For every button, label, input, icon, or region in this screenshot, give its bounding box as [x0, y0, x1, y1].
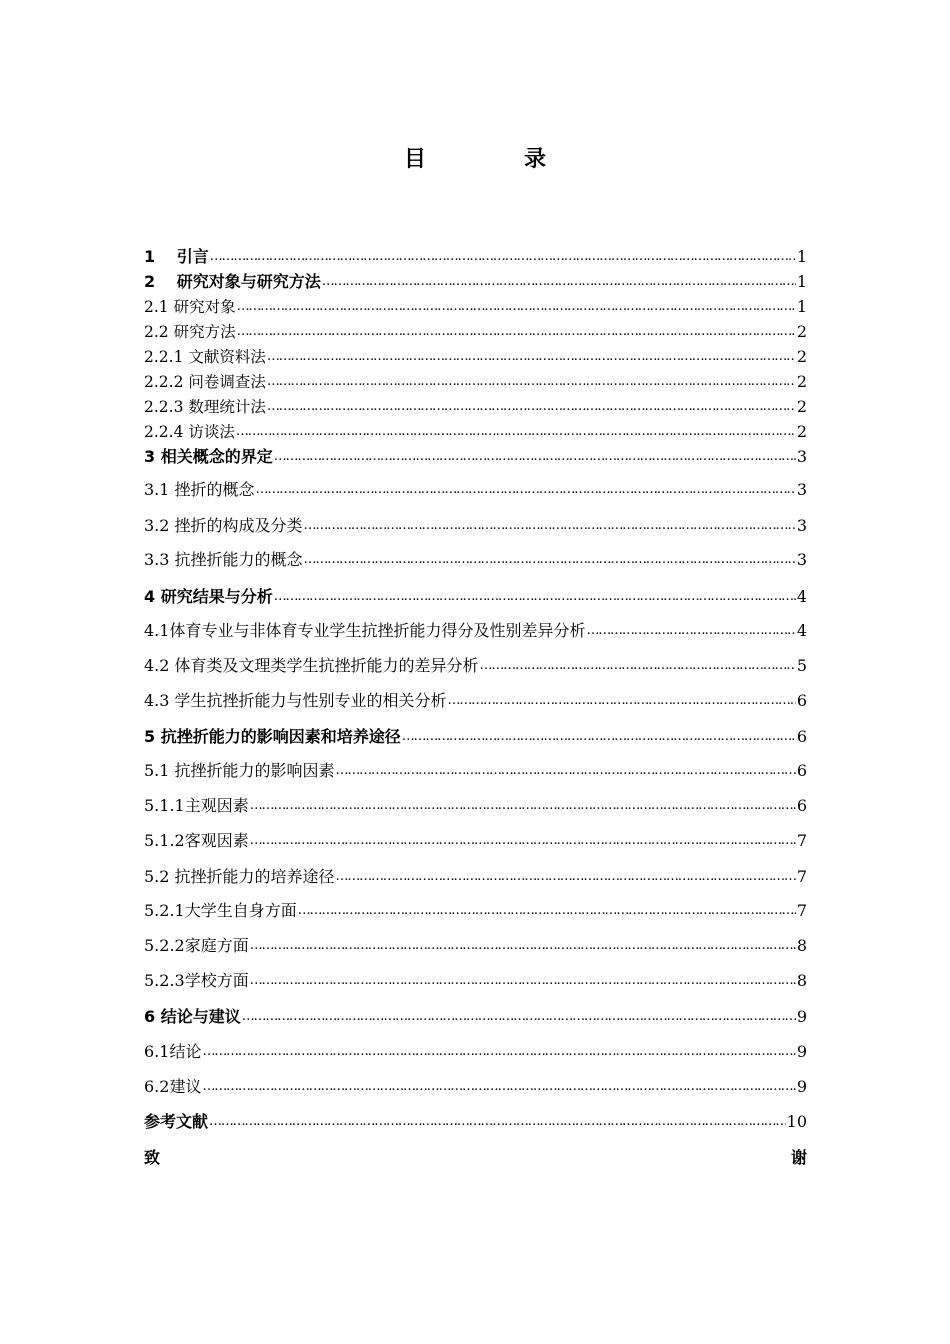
- toc-dot-leader: [256, 479, 796, 501]
- toc-entry-page: 3: [796, 550, 807, 569]
- toc-dot-leader: [250, 970, 796, 992]
- toc-entry: [144, 1111, 807, 1133]
- page-title: 目 录: [403, 147, 584, 172]
- toc-dot-leader: [304, 515, 796, 537]
- toc-entry: [144, 371, 807, 393]
- toc-entry-label: 6.2建议: [144, 1077, 202, 1096]
- toc-entry: [144, 795, 807, 817]
- toc-entry-page: 4: [796, 587, 807, 606]
- toc-dot-leader: [202, 1041, 795, 1063]
- toc-dot-leader: [480, 655, 796, 677]
- toc-entry-label: 5.2 抗挫折能力的培养途径: [144, 867, 335, 886]
- toc-entry: [144, 655, 807, 677]
- toc-entry-label: 3.3 抗挫折能力的概念: [144, 550, 303, 569]
- toc-entry-page: 2: [796, 347, 807, 366]
- toc-entry-page: 6: [796, 727, 807, 746]
- toc-dot-leader: [336, 866, 796, 888]
- toc-entry: [144, 866, 807, 888]
- toc-entry: [144, 970, 807, 992]
- toc-entry-label: 5.2.3学校方面: [144, 971, 249, 990]
- toc-entry-page: 6: [796, 796, 807, 815]
- toc-dot-leader: [274, 586, 796, 608]
- toc-dot-leader: [267, 371, 796, 393]
- toc-entry: [144, 935, 807, 957]
- toc-entry-page: 3: [796, 447, 807, 466]
- toc-entry-page: 8: [796, 971, 807, 990]
- toc-entry-label: 2.2.1 文献资料法: [144, 348, 266, 366]
- toc-entry-label: 4.3 学生抗挫折能力与性别专业的相关分析: [144, 691, 447, 710]
- toc-entry: [144, 479, 807, 501]
- toc-entry-page: 6: [796, 691, 807, 710]
- toc-dot-leader: [336, 760, 796, 782]
- toc-entry: [144, 396, 807, 418]
- toc-entry: [144, 620, 807, 642]
- toc-entry-page: 8: [796, 936, 807, 955]
- toc-entry-label: 6.1结论: [144, 1042, 202, 1061]
- toc-entry-label: 1 引言: [144, 247, 209, 266]
- toc-entry-page: 4: [796, 621, 807, 640]
- toc-entry-page: 7: [796, 901, 807, 920]
- toc-entry: [144, 1006, 807, 1028]
- toc-dot-leader: [402, 726, 796, 748]
- toc-dot-leader: [237, 321, 796, 343]
- toc-entry-page: 5: [796, 656, 807, 675]
- toc-entry-label: 4 研究结果与分析: [144, 587, 273, 606]
- toc-entry-label: 2.2 研究方法: [144, 323, 236, 341]
- toc-dot-leader: [267, 396, 796, 418]
- toc-entry-page: 10: [786, 1112, 807, 1131]
- toc-entry: [144, 421, 807, 443]
- toc-entry-label: 2.2.2 问卷调查法: [144, 373, 266, 391]
- toc-dot-leader: [209, 1111, 786, 1133]
- toc-entry: [144, 726, 807, 748]
- toc-dot-leader: [304, 549, 796, 571]
- toc-entry-page: 7: [796, 831, 807, 850]
- toc-entry: [144, 830, 807, 852]
- toc-dot-leader: [250, 935, 796, 957]
- toc-entry-page: 2: [796, 422, 807, 441]
- acknowledgement-last-char: 谢: [790, 1148, 807, 1167]
- toc-dot-leader: [210, 246, 796, 268]
- toc-entry-label: 6 结论与建议: [144, 1007, 241, 1026]
- toc-entry-acknowledgement: [144, 1147, 807, 1169]
- toc-entry-label: 3 相关概念的界定: [144, 447, 273, 466]
- toc-entry: [144, 900, 807, 922]
- toc-entry-label: 5.2.1大学生自身方面: [144, 901, 297, 920]
- toc-entry: [144, 446, 807, 468]
- toc-entry: [144, 549, 807, 571]
- toc-entry: [144, 271, 807, 293]
- toc-entry: [144, 346, 807, 368]
- toc-dot-leader: [267, 346, 796, 368]
- toc-entry-page: 3: [796, 516, 807, 535]
- toc-entry: [144, 760, 807, 782]
- toc-entry: [144, 296, 807, 318]
- toc-entry-label: 参考文献: [144, 1112, 209, 1131]
- toc-entry-label: 2.2.3 数理统计法: [144, 398, 266, 416]
- toc-entry-page: 2: [796, 322, 807, 341]
- toc-entry-label: 5 抗挫折能力的影响因素和培养途径: [144, 727, 401, 746]
- toc-entry-page: 9: [796, 1007, 807, 1026]
- toc-entry-page: 1: [796, 247, 807, 266]
- toc-entry-label: 2.2.4 访谈法: [144, 423, 235, 441]
- toc-entry-page: 9: [796, 1042, 807, 1061]
- toc-entry-label: 5.1 抗挫折能力的影响因素: [144, 761, 335, 780]
- toc-dot-leader: [322, 271, 796, 293]
- toc-list: [144, 0, 807, 1344]
- toc-entry-page: 9: [796, 1077, 807, 1096]
- toc-dot-leader: [274, 446, 796, 468]
- toc-entry-page: 1: [796, 272, 807, 291]
- toc-entry-label: 2 研究对象与研究方法: [144, 272, 321, 291]
- toc-entry-label: 5.1.2客观因素: [144, 831, 249, 850]
- toc-entry-page: 1: [796, 297, 807, 316]
- toc-entry-page: 2: [796, 397, 807, 416]
- toc-dot-leader: [236, 421, 796, 443]
- toc-dot-leader: [298, 900, 796, 922]
- toc-entry-page: 6: [796, 761, 807, 780]
- toc-dot-leader: [250, 830, 796, 852]
- toc-entry-label: 5.1.1主观因素: [144, 796, 249, 815]
- toc-entry: [144, 690, 807, 712]
- acknowledgement-first-char: 致: [144, 1148, 161, 1167]
- toc-entry-label: 4.1体育专业与非体育专业学生抗挫折能力得分及性别差异分析: [144, 621, 586, 640]
- toc-dot-leader: [202, 1076, 795, 1098]
- toc-entry-label: 2.1 研究对象: [144, 298, 236, 316]
- toc-entry-page: 7: [796, 867, 807, 886]
- toc-dot-leader: [586, 620, 795, 642]
- toc-entry-label: 3.2 挫折的构成及分类: [144, 516, 303, 535]
- toc-dot-leader: [242, 1006, 796, 1028]
- toc-entry-page: 2: [796, 372, 807, 391]
- toc-dot-leader: [448, 690, 796, 712]
- toc-entry-label: 5.2.2家庭方面: [144, 936, 249, 955]
- toc-entry: [144, 321, 807, 343]
- toc-dot-leader: [250, 795, 796, 817]
- toc-entry-page: 3: [796, 480, 807, 499]
- toc-entry: [144, 246, 807, 268]
- toc-entry: [144, 1041, 807, 1063]
- toc-entry: [144, 1076, 807, 1098]
- toc-dot-leader: [237, 296, 796, 318]
- toc-entry: [144, 586, 807, 608]
- toc-entry-label: 3.1 挫折的概念: [144, 480, 255, 499]
- toc-entry: [144, 515, 807, 537]
- toc-entry-label: 4.2 体育类及文理类学生抗挫折能力的差异分析: [144, 656, 479, 675]
